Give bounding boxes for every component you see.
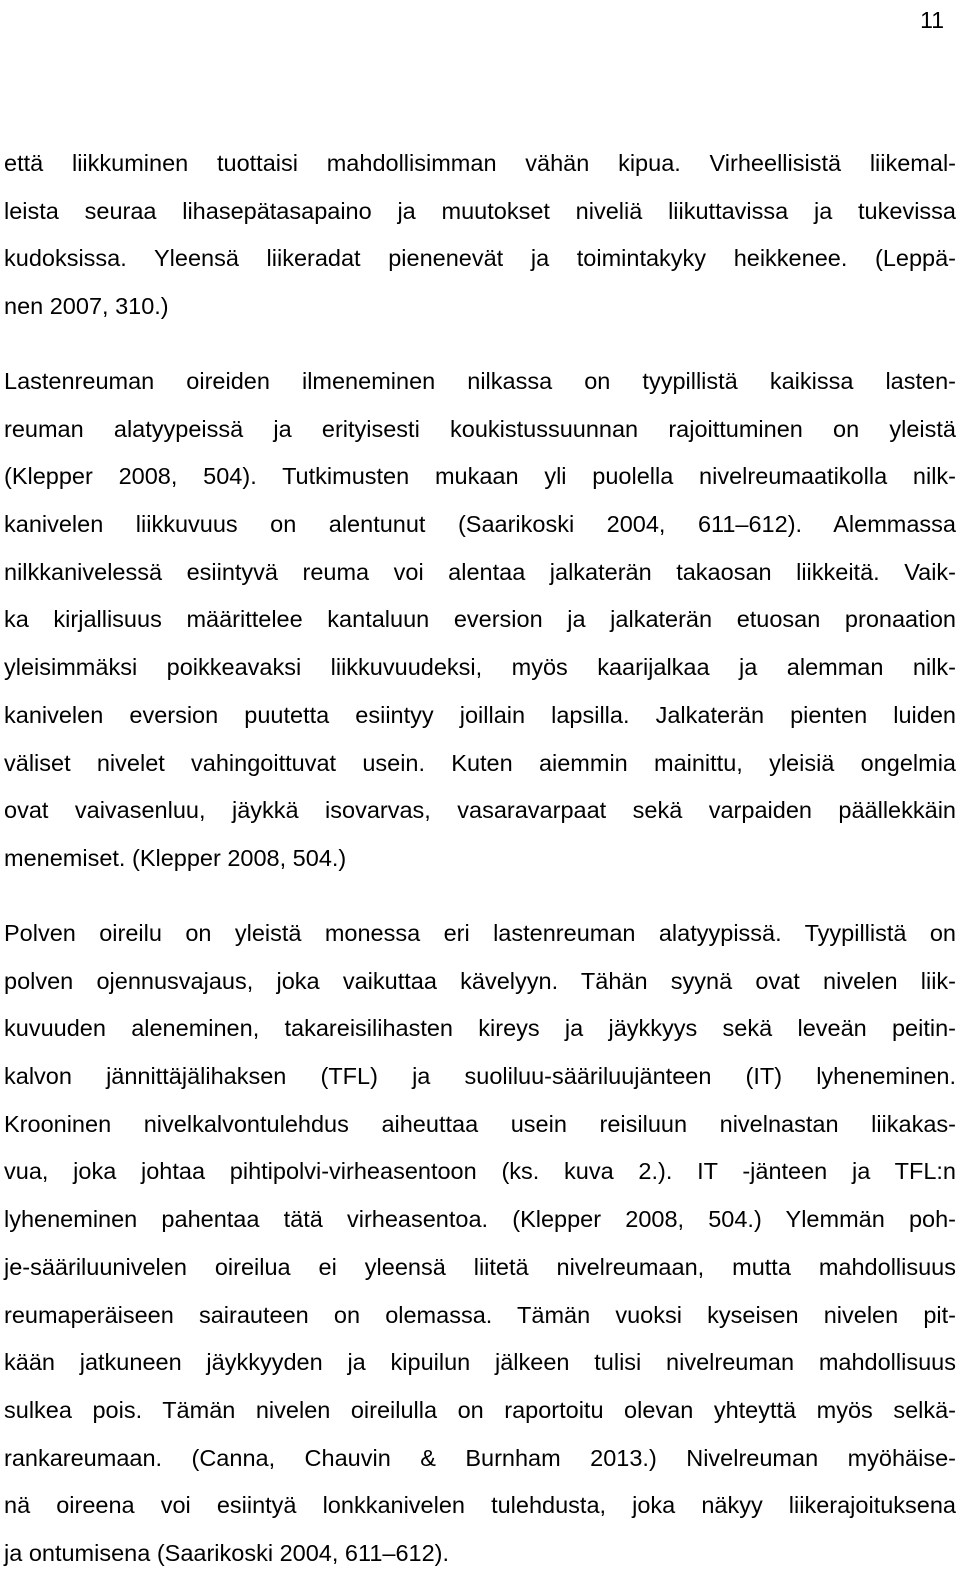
text-line: Krooninen nivelkalvontulehdus aiheuttaa usein reisiluun nivelnastan liikakas-	[4, 1110, 956, 1137]
text-line: ka kirjallisuus määrittelee kantaluun eversion ja jalkaterän etuosan pronaation	[4, 606, 956, 633]
text-line: yleisimmäksi poikkeavaksi liikkuvuudeksi, myös kaarijalkaa ja alemman nilk-	[4, 654, 956, 681]
text-line: kalvon jännittäjälihaksen (TFL) ja suoliluu-sääriluujänteen (IT) lyheneminen.	[4, 1063, 956, 1090]
text-line: je-sääriluunivelen oireilua ei yleensä liitetä nivelreumaan, mutta mahdollisuus	[4, 1253, 956, 1280]
paragraph-1	[4, 140, 956, 331]
text-line: kudoksissa. Yleensä liikeradat pienenevät ja toimintakyky heikkenee. (Leppä-	[4, 245, 956, 272]
text-line: kanivelen eversion puutetta esiintyy joillain lapsilla. Jalkaterän pienten luiden	[4, 701, 956, 728]
paragraph-3	[4, 910, 956, 1578]
text-line: ja ontumisena (Saarikoski 2004, 611–612).	[4, 1539, 450, 1566]
text-line: reumaperäiseen sairauteen on olemassa. Tämän vuoksi kyseisen nivelen pit-	[4, 1301, 956, 1328]
text-line: väliset nivelet vahingoittuvat usein. Kuten aiemmin mainittu, yleisiä ongelmia	[4, 749, 956, 776]
text-line: rankareumaan. (Canna, Chauvin & Burnham 2013.) Nivelreuman myöhäise-	[4, 1444, 956, 1471]
text-line: että liikkuminen tuottaisi mahdollisimman vähän kipua. Virheellisistä liikemal-	[4, 150, 956, 176]
page-number: 11	[920, 7, 944, 33]
text-line: kuvuuden aleneminen, takareisilihasten kireys ja jäykkyys sekä leveän peitin-	[4, 1015, 956, 1042]
text-line: kään jatkuneen jäykkyyden ja kipuilun jälkeen tulisi nivelreuman mahdollisuus	[4, 1349, 956, 1376]
text-line: nä oireena voi esiintyä lonkkanivelen tulehdusta, joka näkyy liikerajoituksena	[4, 1492, 956, 1519]
text-line: reuman alatyypeissä ja erityisesti koukistussuunnan rajoittuminen on yleistä	[4, 415, 956, 442]
text-line: (Klepper 2008, 504). Tutkimusten mukaan yli puolella nivelreumaatikolla nilk-	[4, 463, 956, 490]
text-line: nilkkanivelessä esiintyvä reuma voi alentaa jalkaterän takaosan liikkeitä. Vaik-	[4, 558, 956, 585]
text-line: ovat vaivasenluu, jäykkä isovarvas, vasaravarpaat sekä varpaiden päällekkäin	[4, 797, 956, 824]
text-line: menemiset. (Klepper 2008, 504.)	[4, 844, 347, 871]
text-line: vua, joka johtaa pihtipolvi-virheasentoon (ks. kuva 2.). IT -jänteen ja TFL:n	[4, 1158, 956, 1185]
text-line: Lastenreuman oireiden ilmeneminen nilkassa on tyypillistä kaikissa lasten-	[4, 368, 956, 394]
text-line: leista seuraa lihasepätasapaino ja muutokset niveliä liikuttavissa ja tukevissa	[4, 197, 956, 224]
text-line: kanivelen liikkuvuus on alentunut (Saarikoski 2004, 611–612). Alemmassa	[4, 511, 956, 538]
text-line: polven ojennusvajaus, joka vaikuttaa kävelyyn. Tähän syynä ovat nivelen liik-	[4, 967, 956, 994]
text-line: lyheneminen pahentaa tätä virheasentoa. (Klepper 2008, 504.) Ylemmän poh-	[4, 1206, 956, 1233]
text-line: sulkea pois. Tämän nivelen oireilulla on raportoitu olevan yhteyttä myös selkä-	[4, 1396, 956, 1423]
text-line: Polven oireilu on yleistä monessa eri lastenreuman alatyypissä. Tyypillistä on	[4, 920, 956, 946]
paragraph-2	[4, 358, 956, 883]
text-line: nen 2007, 310.)	[4, 293, 169, 320]
